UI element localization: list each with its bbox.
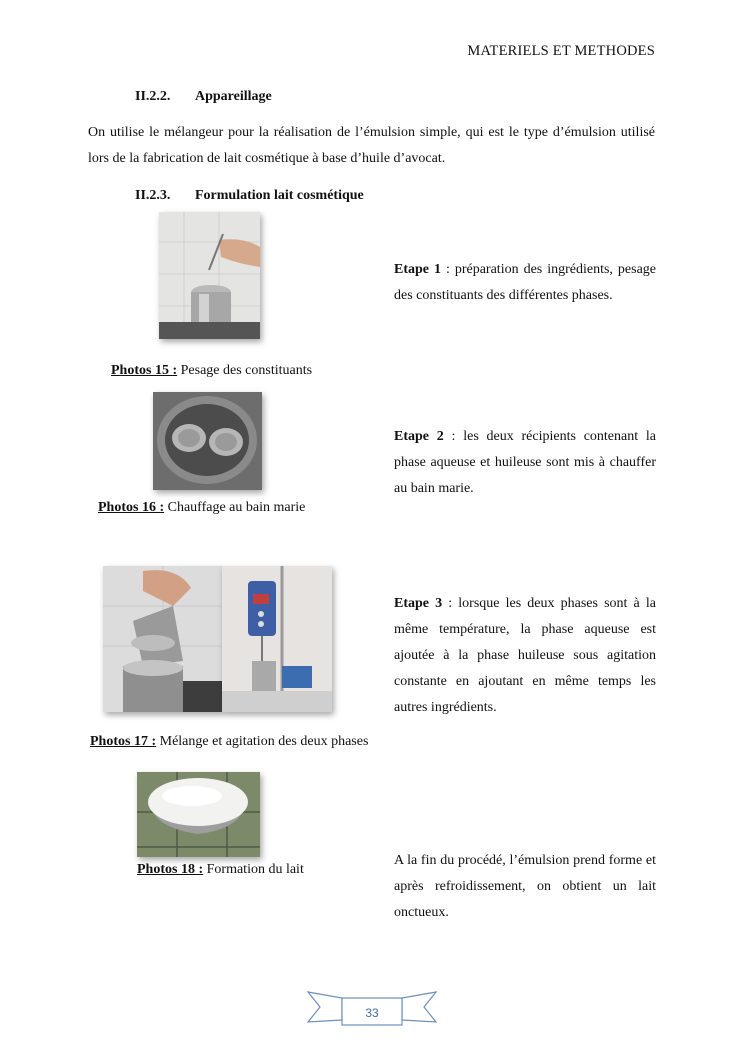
section-number: II.2.3. bbox=[135, 188, 171, 203]
photo-cream bbox=[137, 772, 260, 857]
step-text: : préparation des ingrédients, pesage des constituants des différentes phases. bbox=[394, 262, 656, 303]
caption-label: Photos 15 : bbox=[111, 363, 178, 378]
step-1 bbox=[394, 257, 656, 309]
step-text: : les deux récipients contenant la phase aqueuse et huileuse sont mis à chauffer au bain marie. bbox=[394, 429, 657, 496]
step-label: Etape 1 bbox=[394, 262, 441, 277]
caption-text: Chauffage au bain marie bbox=[164, 500, 306, 515]
photo-pouring bbox=[103, 566, 222, 712]
caption-text: Formation du lait bbox=[203, 862, 304, 877]
caption-label: Photos 16 : bbox=[98, 500, 165, 515]
section-number: II.2.2. bbox=[135, 89, 171, 104]
step-text: : lorsque les deux phases sont à la même température, la phase aqueuse est ajoutée à la phase huileuse sous agitation constante en ajoutant en même temps les autres ingrédients. bbox=[394, 596, 657, 715]
section-title: Appareillage bbox=[195, 89, 272, 104]
step-label: Etape 3 bbox=[394, 596, 443, 611]
caption-photos-16 bbox=[98, 500, 305, 516]
caption-photos-18 bbox=[137, 862, 304, 878]
caption-text: Mélange et agitation des deux phases bbox=[156, 734, 369, 749]
caption-label: Photos 18 : bbox=[137, 862, 204, 877]
section-heading-appareillage bbox=[135, 89, 272, 105]
step-label: Etape 2 bbox=[394, 429, 444, 444]
caption-photos-15 bbox=[111, 363, 312, 379]
photo-mixer bbox=[222, 566, 332, 712]
caption-text: Pesage des constituants bbox=[177, 363, 313, 378]
step-text: A la fin du procédé, l’émulsion prend forme et après refroidissement, on obtient un lait onctueux. bbox=[394, 853, 656, 920]
section-title: Formulation lait cosmétique bbox=[195, 188, 364, 203]
step-3 bbox=[394, 591, 656, 721]
section-heading-formulation bbox=[135, 188, 364, 204]
intro-paragraph: On utilise le mélangeur pour la réalisation de l’émulsion simple, qui est le type d’émulsion utilisé lors de la fabrication de lait cosmétique à base d’huile d’avocat. bbox=[88, 125, 655, 166]
page-number: 33 bbox=[365, 1006, 379, 1020]
photo-water-bath bbox=[153, 392, 262, 490]
step-4 bbox=[394, 848, 656, 926]
running-header: MATERIELS ET METHODES bbox=[467, 43, 655, 59]
step-2 bbox=[394, 424, 656, 502]
photo-weighing bbox=[159, 212, 260, 339]
caption-label: Photos 17 : bbox=[90, 734, 157, 749]
caption-photos-17 bbox=[90, 734, 368, 750]
